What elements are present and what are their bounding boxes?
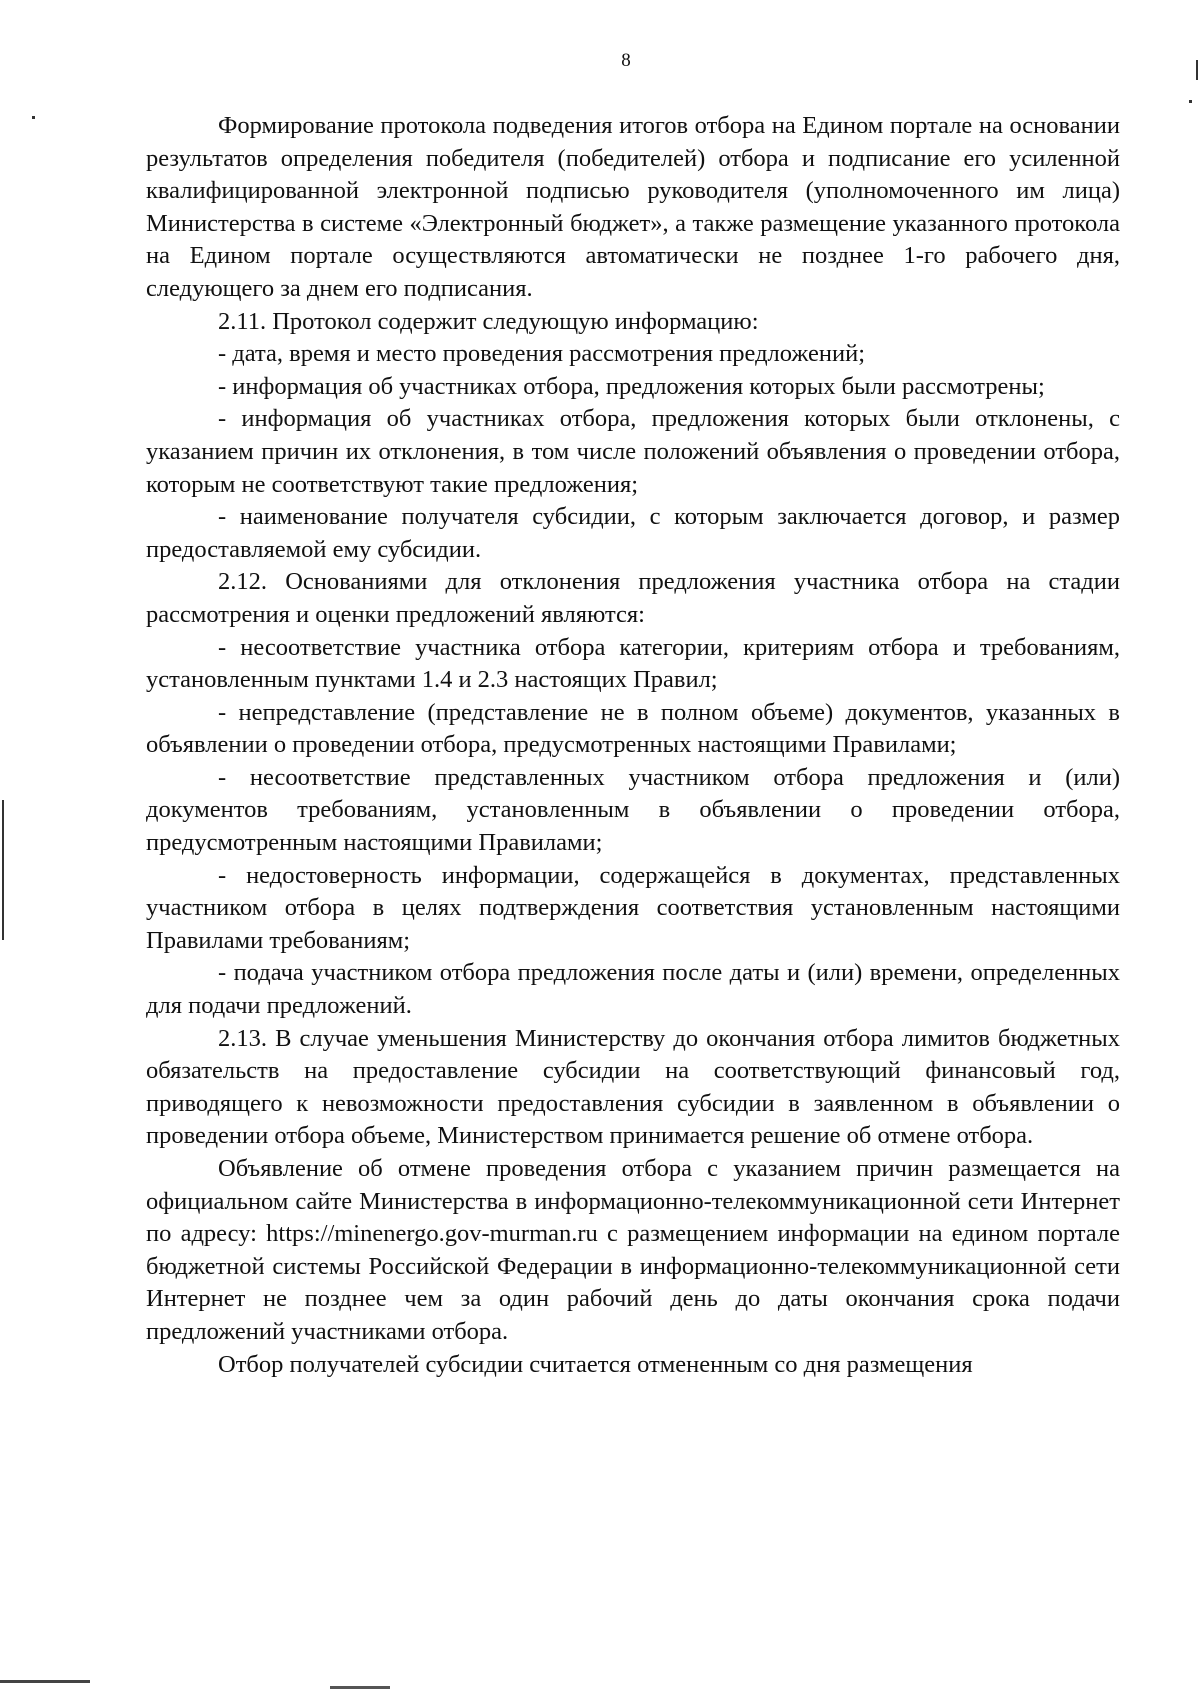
list-item-documents-missing: - непредставление (представление не в полном объеме) документов, указанных в объявлении о проведении отбора, предусмотренных настоящими Правилами;	[146, 698, 1120, 759]
scan-artifact-bottom-left	[0, 1680, 90, 1683]
paragraph-cancellation-effective: Отбор получателей субсидии считается отмененным со дня размещения	[218, 1350, 973, 1378]
paragraph-2-11-heading: 2.11. Протокол содержит следующую информацию:	[218, 307, 759, 335]
scan-artifact-right-dot	[1189, 100, 1192, 103]
paragraph-cancellation-notice: Объявление об отмене проведения отбора с указанием причин размещается на официальном сайте Министерства в информационно-телекоммуникационной сети Интернет по адресу: https://minenergo.gov-murman.ru с размещением информации на едином портале бюджетной системы Российской Федерации в информационно-телекоммуникационной сети Интернет не позднее чем за один рабочий день до даты окончания срока подачи предложений участниками отбора.	[146, 1155, 1120, 1345]
list-item-rejected-participants: - информация об участниках отбора, предложения которых были отклонены, с указанием причин их отклонения, в том числе положений объявления о проведении отбора, которым не соответствуют такие предложения;	[146, 405, 1120, 498]
list-item-unreliable-info: - недостоверность информации, содержащейся в документах, представленных участником отбора в целях подтверждения соответствия установленным настоящими Правилами требованиям;	[146, 861, 1120, 954]
list-item-documents-mismatch: - несоответствие представленных участником отбора предложения и (или) документов требованиям, установленным в объявлении о проведении отбора, предусмотренным настоящими Правилами;	[146, 763, 1120, 857]
document-body	[146, 110, 1120, 1381]
paragraph-2-12-heading: 2.12. Основаниями для отклонения предложения участника отбора на стадии рассмотрения и оценки предложений являются:	[146, 568, 1120, 628]
scan-artifact-bottom	[330, 1686, 390, 1689]
list-item-category-mismatch: - несоответствие участника отбора категории, критериям отбора и требованиям, установленным пунктами 1.4 и 2.3 настоящих Правил;	[146, 633, 1120, 694]
scan-artifact-right-edge	[1196, 60, 1198, 80]
scan-artifact-left-edge	[2, 800, 4, 940]
list-item-date-time-place: - дата, время и место проведения рассмотрения предложений;	[218, 340, 866, 368]
paragraph-protocol-formation: Формирование протокола подведения итогов отбора на Едином портале на основании результатов определения победителя (победителей) отбора и подписание его усиленной квалифицированной электронной подписью руководителя (уполномоченного им лица) Министерства в системе «Электронный бюджет», а также размещение указанного протокола на Едином портале осуществляются автоматически не позднее 1-го рабочего дня, следующего за днем его подписания.	[146, 112, 1120, 302]
page-number: 8	[621, 50, 631, 71]
paragraph-2-13: 2.13. В случае уменьшения Министерству до окончания отбора лимитов бюджетных обязательств на предоставление субсидии на соответствующий финансовый год, приводящего к невозможности предоставления субсидии в заявленном в объявлении о проведении отбора объеме, Министерством принимается решение об отмене отбора.	[146, 1024, 1120, 1150]
list-item-subsidy-recipient: - наименование получателя субсидии, с которым заключается договор, и размер предоставляемой ему субсидии.	[146, 503, 1120, 563]
scan-artifact-left-dot	[32, 116, 35, 119]
list-item-considered-participants: - информация об участниках отбора, предложения которых были рассмотрены;	[218, 372, 1045, 400]
list-item-late-submission: - подача участником отбора предложения после даты и (или) времени, определенных для подачи предложений.	[146, 959, 1120, 1020]
